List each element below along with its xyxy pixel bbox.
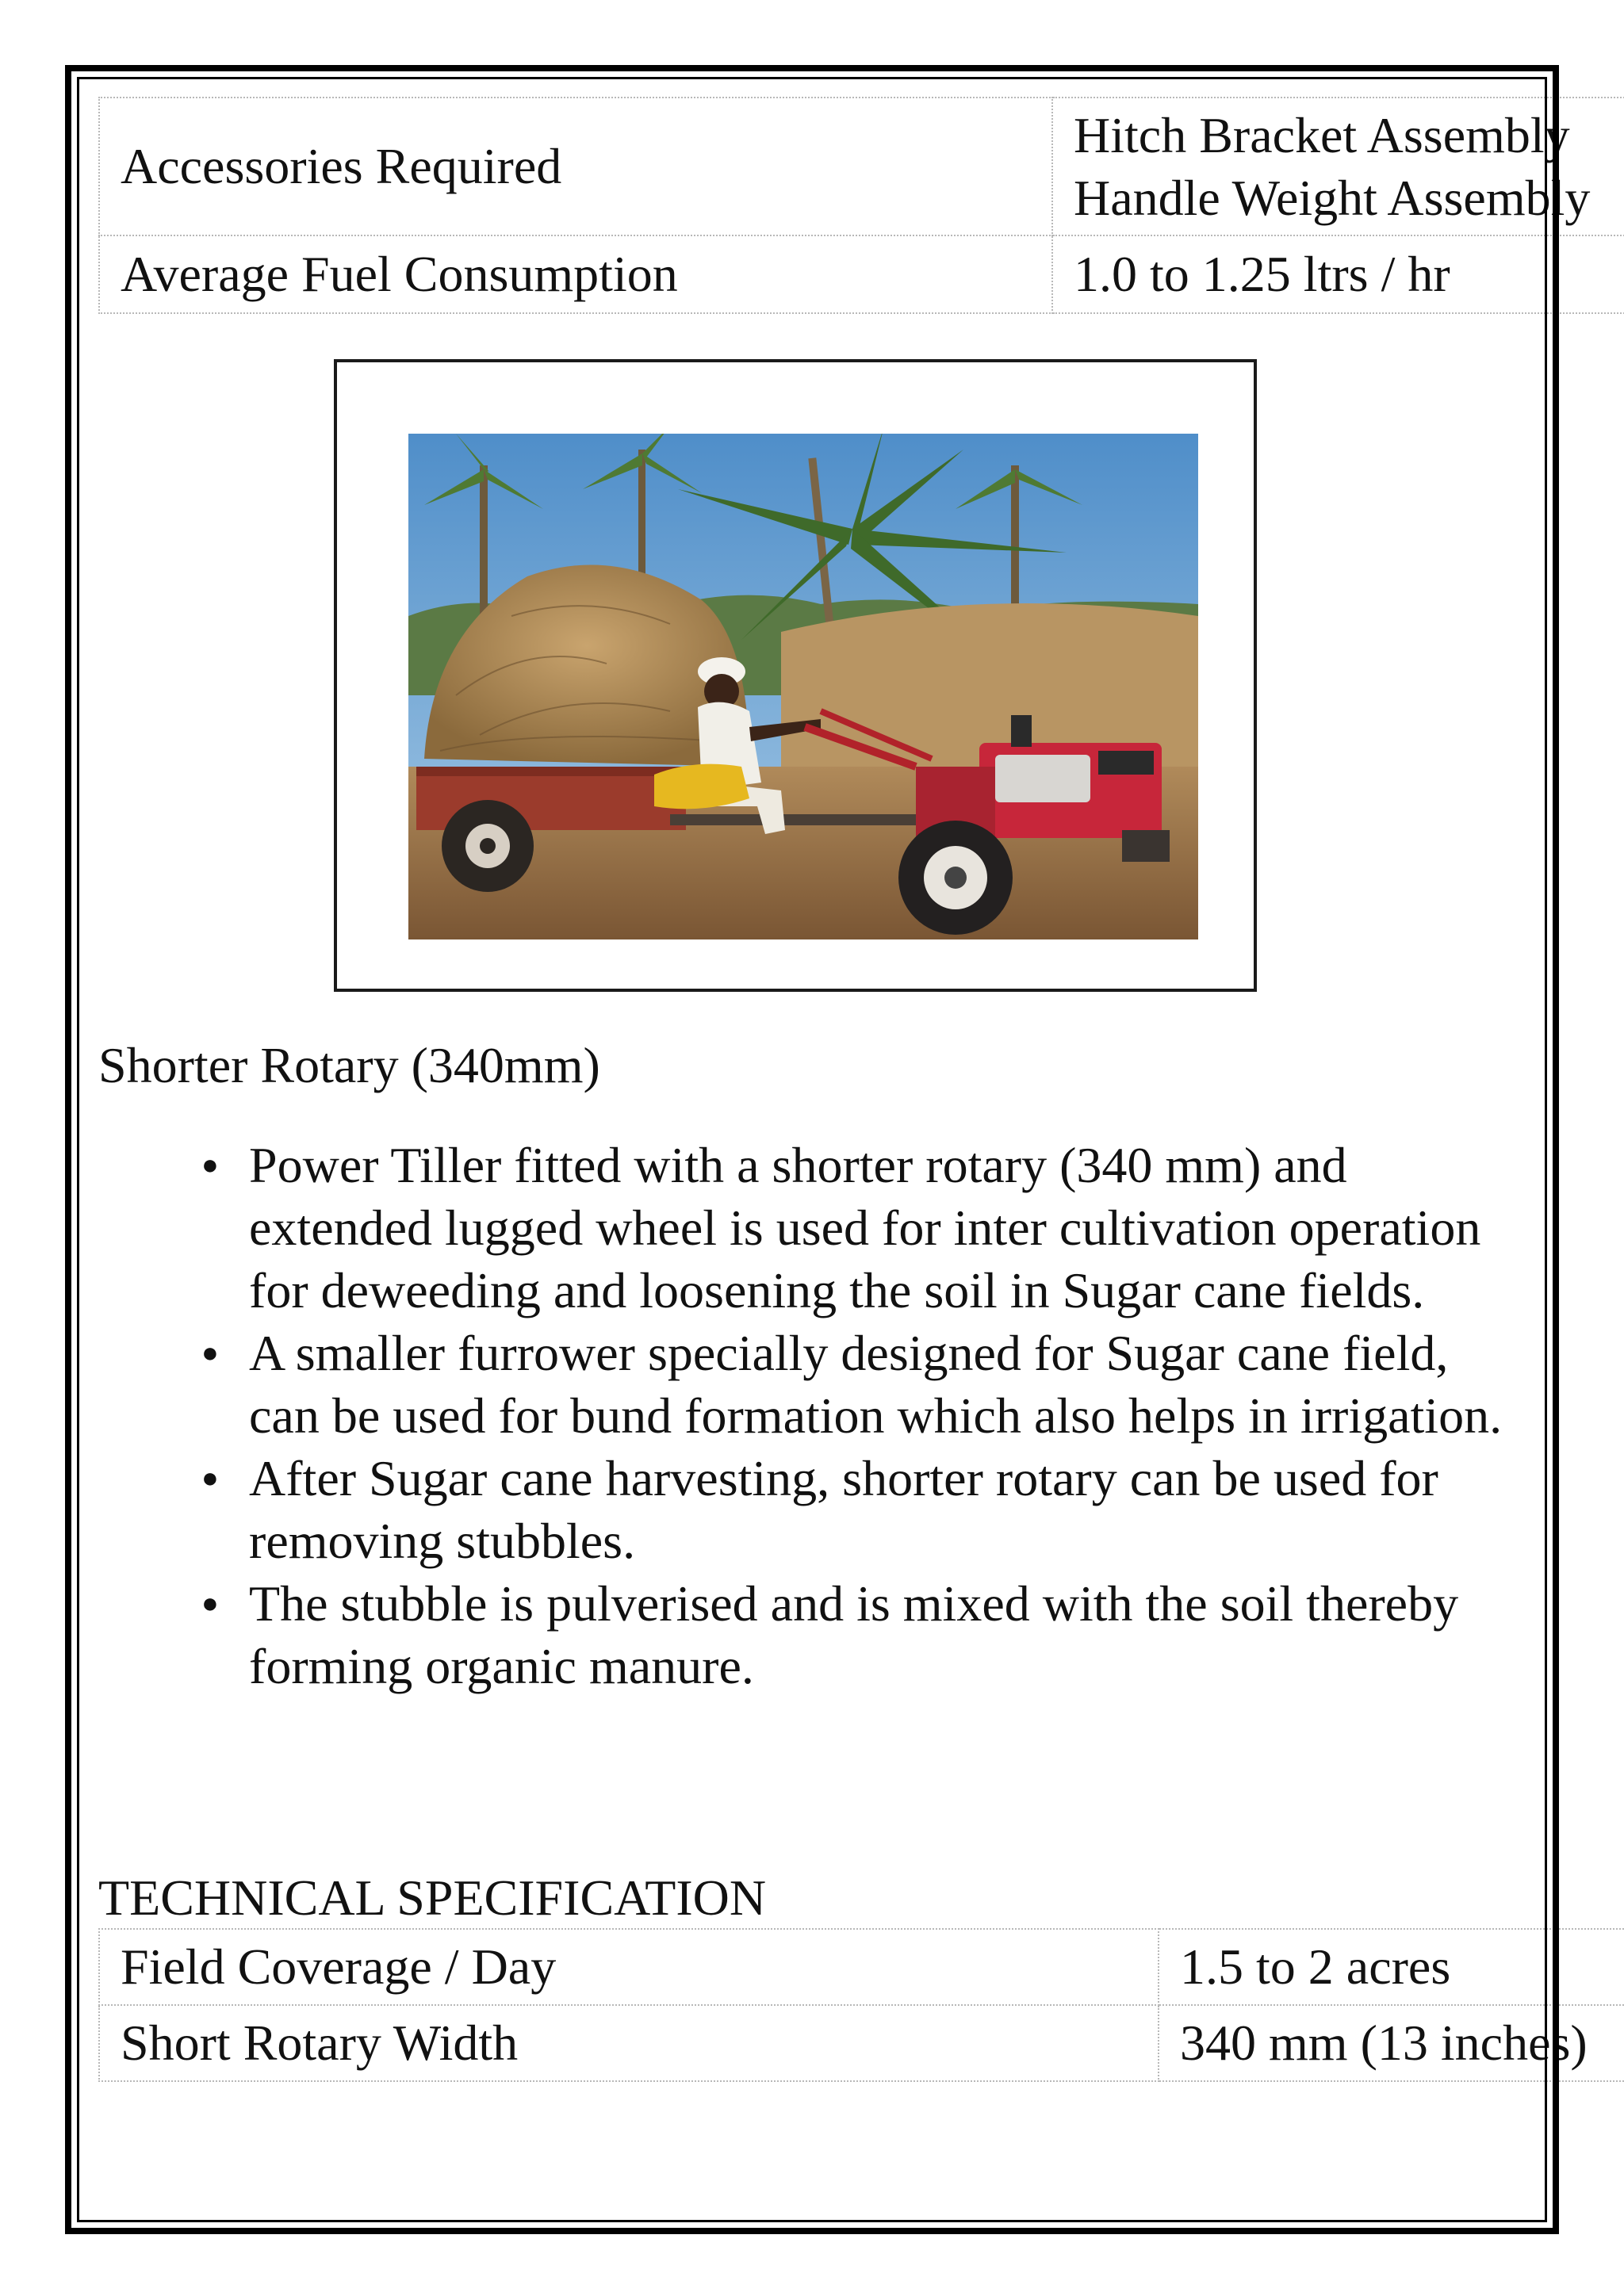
- list-item-text: After Sugar cane harvesting, shorter rotary can be used for removing stubbles.: [249, 1450, 1438, 1569]
- row-label: Field Coverage / Day: [99, 1929, 1159, 2005]
- list-item-text: Power Tiller fitted with a shorter rotary (340 mm) and extended lugged wheel is used for inter cultivation operation for deweeding and loosening the soil in Sugar cane fields.: [249, 1137, 1481, 1318]
- bullet-icon: ●: [201, 1462, 219, 1494]
- row-value: 1.5 to 2 acres: [1159, 1929, 1624, 2005]
- row-label: Average Fuel Consumption: [99, 235, 1052, 313]
- page-border-inner: [77, 77, 1547, 2222]
- tech-spec-title: TECHNICAL SPECIFICATION: [98, 1869, 767, 1926]
- row-value-line: Hitch Bracket Assembly: [1074, 106, 1570, 163]
- list-item-text: The stubble is pulverised and is mixed with the soil thereby forming organic manure.: [249, 1575, 1459, 1694]
- row-value: 340 mm (13 inches): [1159, 2005, 1624, 2081]
- bullet-icon: ●: [201, 1587, 219, 1619]
- list-item-text: A smaller furrower specially designed for Sugar cane field, can be used for bund formation which also helps in irrigation.: [249, 1325, 1503, 1444]
- bullet-icon: ●: [201, 1337, 219, 1368]
- row-value-line: Handle Weight Assembly: [1074, 170, 1591, 226]
- section-title: Shorter Rotary (340mm): [98, 1037, 600, 1093]
- row-label: Short Rotary Width: [99, 2005, 1159, 2081]
- row-label: Accessories Required: [99, 98, 1052, 235]
- row-value: 1.0 to 1.25 ltrs / hr: [1052, 235, 1624, 313]
- bullet-icon: ●: [201, 1149, 219, 1181]
